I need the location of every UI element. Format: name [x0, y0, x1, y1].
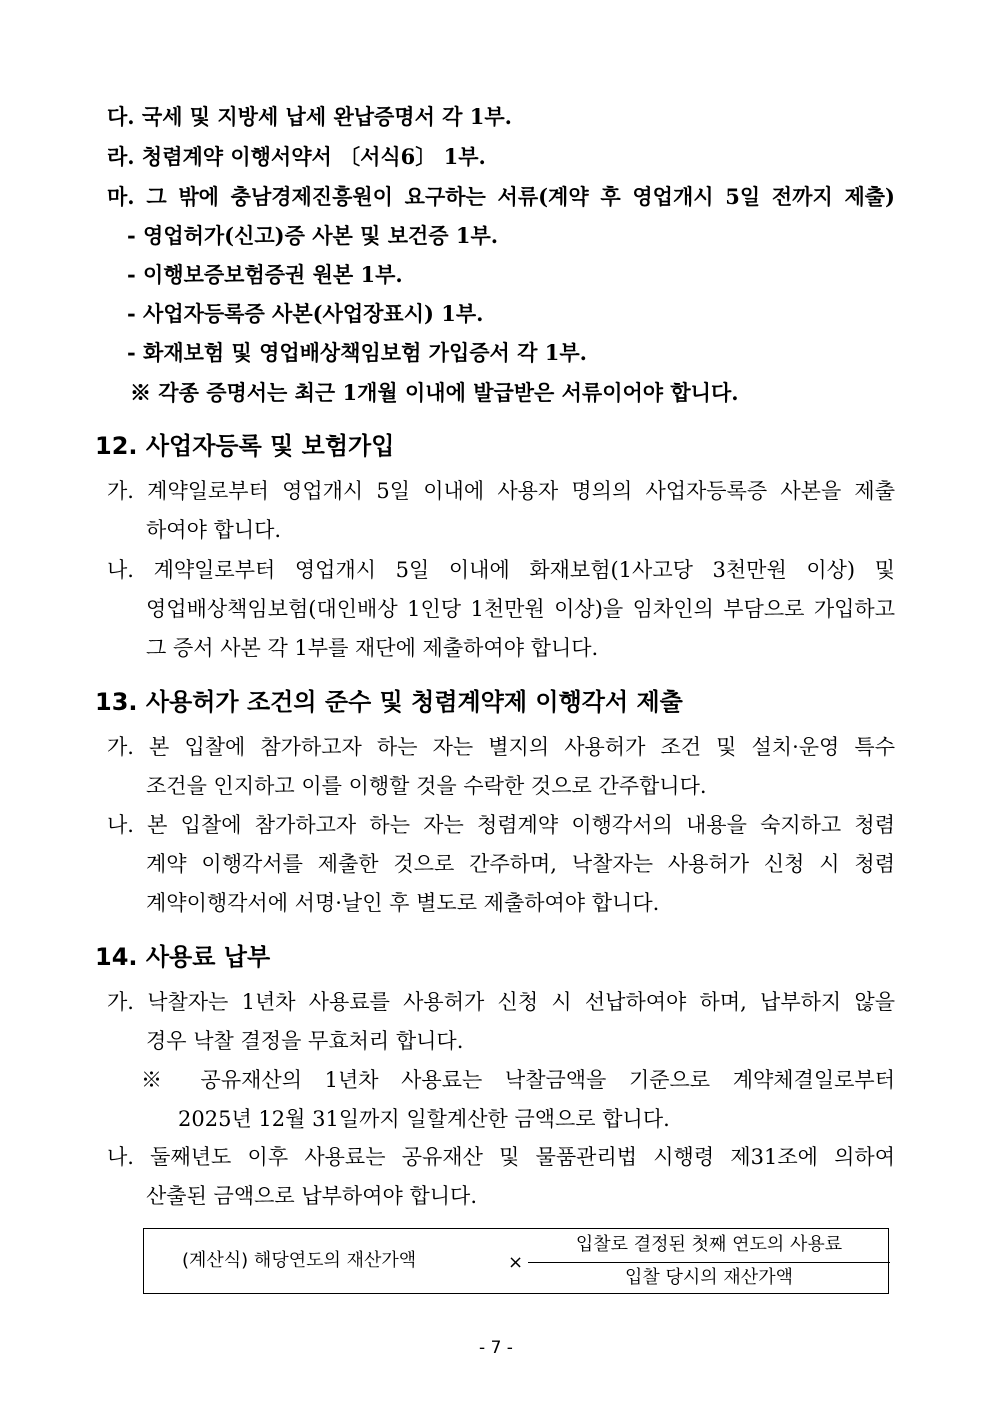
section-12-heading: 12. 사업자등록 및 보험가입: [95, 432, 395, 460]
section-13-item-na: 나. 본 입찰에 참가하고자 하는 자는 청렴계약 이행각서의 내용을 숙지하고 청렴: [107, 813, 895, 837]
section-14-item-ga: 가. 낙찰자는 1년차 사용료를 사용허가 신청 시 선납하여야 하며, 납부하지 않을: [107, 990, 895, 1014]
list-item-ma: 마. 그 밖에 충남경제진흥원이 요구하는 서류(계약 후 영업개시 5일 전까지 제출): [107, 184, 895, 209]
sub-item-business-permit: - 영업허가(신고)증 사본 및 보건증 1부.: [127, 223, 499, 248]
section-13-item-ga: 가. 본 입찰에 참가하고자 하는 자는 별지의 사용허가 조건 및 설치·운영 특수: [107, 735, 895, 759]
sub-item-fire-insurance: - 화재보험 및 영업배상책임보험 가입증서 각 1부.: [127, 340, 587, 365]
section-13-item-ga-cont: 조건을 인지하고 이를 이행할 것을 수락한 것으로 간주합니다.: [146, 774, 707, 798]
section-12-item-na: 나. 계약일로부터 영업개시 5일 이내에 화재보험(1사고당 3천만원 이상) 및: [107, 558, 895, 582]
section-14-note: ※ 공유재산의 1년차 사용료는 낙찰금액을 기준으로 계약체결일로부터: [141, 1068, 895, 1092]
section-12-item-ga-cont: 하여야 합니다.: [146, 518, 282, 542]
list-item-ra: 라. 청렴계약 이행서약서 〔서식6〕 1부.: [107, 144, 486, 169]
section-14-heading: 14. 사용료 납부: [95, 943, 271, 971]
list-item-da: 다. 국세 및 지방세 납세 완납증명서 각 1부.: [107, 104, 512, 129]
section-14-note-cont: 2025년 12월 31일까지 일할계산한 금액으로 합니다.: [178, 1107, 670, 1131]
formula-denominator: 입찰 당시의 재산가액: [625, 1267, 793, 1288]
section-12-item-na-cont2: 그 증서 사본 각 1부를 재단에 제출하여야 합니다.: [146, 636, 599, 660]
section-14-item-na: 나. 둘째년도 이후 사용료는 공유재산 및 물품관리법 시행령 제31조에 의하여: [107, 1145, 895, 1169]
page-number: - 7 -: [479, 1338, 513, 1358]
formula-fraction-bar: [528, 1262, 890, 1263]
section-12-item-na-cont1: 영업배상책임보험(대인배상 1인당 1천만원 이상)을 임차인의 부담으로 가입하고: [146, 597, 895, 621]
section-13-heading: 13. 사용허가 조건의 준수 및 청렴계약제 이행각서 제출: [95, 688, 683, 716]
section-13-item-na-cont1: 계약 이행각서를 제출한 것으로 간주하며, 낙찰자는 사용허가 신청 시 청렴: [146, 852, 895, 876]
note-certificates: ※ 각종 증명서는 최근 1개월 이내에 발급받은 서류이어야 합니다.: [130, 380, 739, 405]
section-12-item-ga: 가. 계약일로부터 영업개시 5일 이내에 사용자 명의의 사업자등록증 사본을 제출: [107, 479, 895, 503]
sub-item-business-registration: - 사업자등록증 사본(사업장표시) 1부.: [127, 301, 484, 326]
section-14-item-na-cont: 산출된 금액으로 납부하여야 합니다.: [146, 1184, 477, 1208]
formula-box: [143, 1228, 889, 1294]
section-14-item-ga-cont: 경우 낙찰 결정을 무효처리 합니다.: [146, 1029, 464, 1053]
formula-left-term: (계산식) 해당연도의 재산가액: [182, 1250, 417, 1271]
sub-item-guarantee-insurance: - 이행보증보험증권 원본 1부.: [127, 262, 403, 287]
section-13-item-na-cont2: 계약이행각서에 서명·날인 후 별도로 제출하여야 합니다.: [146, 891, 660, 915]
formula-times-sign: ×: [508, 1252, 524, 1273]
formula-numerator: 입찰로 결정된 첫째 연도의 사용료: [575, 1234, 843, 1255]
